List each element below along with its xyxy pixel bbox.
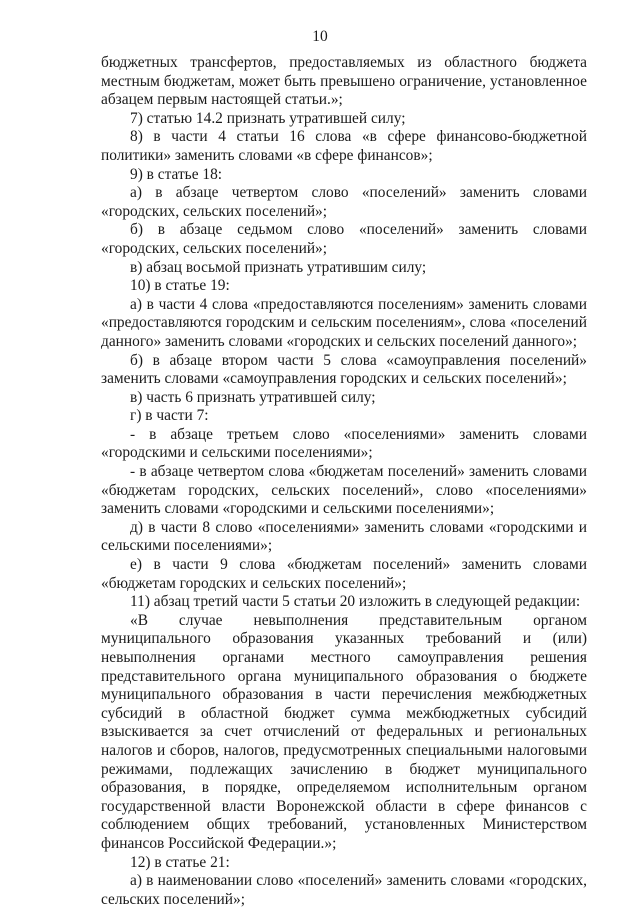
paragraph: 11) абзац третий части 5 статьи 20 изложить в следующей редакции: xyxy=(130,593,581,611)
paragraph: «В случае невыполнения представительным органом муниципального образования указанных требований и (или) невыполнения органами местного самоуправления решения представительного органа муниципального образования о бюджете муниципального образования в части перечисления межбюджетных субсидий в областной бюджет сумма межбюджетных субсидий взыскивается за счет отчислений от федеральных и региональных налогов и сборов, налогов, предусмотренных специальными налоговыми режимами, подлежащих зачислению в бюджет муниципального образования, в порядке, определяемом исполнительным органом государственной власти Воронежской области в сфере финансов с соблюдением общих требований, установленных Министерством финансов Российской Федерации.»; xyxy=(101,611,587,852)
paragraph: - в абзаце четвертом слова «бюджетам поселений» заменить словами «бюджетам городских, сельских поселений», слово «поселениями» заменить словами «городскими и сельскими поселениями»; xyxy=(101,463,587,518)
paragraph: 12) в статье 21: xyxy=(130,853,230,871)
paragraph: в) часть 6 признать утратившей силу; xyxy=(130,388,376,406)
paragraph: б) в абзаце втором части 5 слова «самоуправления поселений» заменить словами «самоуправления городских и сельских поселений»; xyxy=(101,351,587,388)
paragraph: а) в наименовании слово «поселений» заменить словами «городских, сельских поселений»; xyxy=(101,872,587,908)
paragraph: а) в части 4 слова «предоставляются поселениям» заменить словами «предоставляются городским и сельским поселениям», слова «поселений данного» заменить словами «городских и сельских поселений данного»; xyxy=(101,295,587,350)
paragraph: бюджетных трансфертов, предоставляемых из областного бюджета местным бюджетам, может быть превышено ограничение, установленное абзацем первым настоящей статьи.»; xyxy=(101,54,587,109)
paragraph: б) в абзаце седьмом слово «поселений» заменить словами «городских, сельских поселений»; xyxy=(101,221,587,257)
page-number: 10 xyxy=(312,28,328,45)
paragraph: - в абзаце третьем слово «поселениями» заменить словами «городскими и сельскими поселениями»; xyxy=(101,425,587,462)
paragraph: е) в части 9 слова «бюджетам поселений» заменить словами «бюджетам городских и сельских поселений»; xyxy=(101,556,587,592)
document-body xyxy=(101,54,587,909)
paragraph: 9) в статье 18: xyxy=(130,165,223,183)
paragraph: 10) в статье 19: xyxy=(130,277,230,295)
paragraph: в) абзац восьмой признать утратившим силу; xyxy=(130,258,427,276)
paragraph: г) в части 7: xyxy=(130,407,209,425)
paragraph: д) в части 8 слово «поселениями» заменить словами «городскими и сельскими поселениями»; xyxy=(101,518,587,555)
paragraph: а) в абзаце четвертом слово «поселений» заменить словами «городских, сельских поселений»; xyxy=(101,184,587,220)
paragraph: 8) в части 4 статьи 16 слова «в сфере финансово-бюджетной политики» заменить словами «в сфере финансов»; xyxy=(101,128,587,164)
paragraph: 7) статью 14.2 признать утратившей силу; xyxy=(130,109,406,127)
